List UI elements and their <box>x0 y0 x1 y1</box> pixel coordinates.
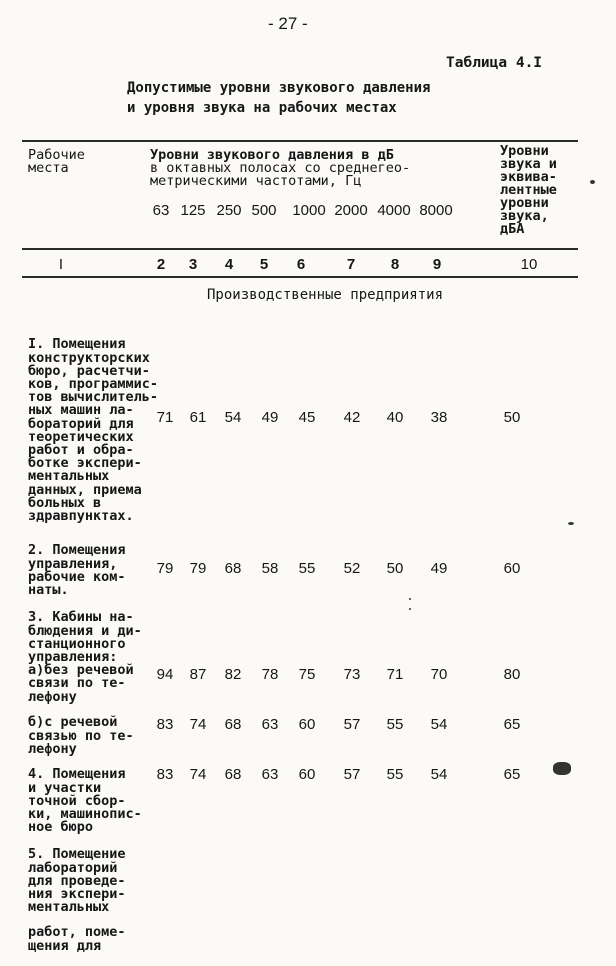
row-2-label-line: управления, <box>28 555 118 572</box>
row-3b-2000: 57 <box>343 716 361 733</box>
row-4-250: 68 <box>224 766 242 783</box>
row-1-250: 54 <box>224 409 242 426</box>
row-3a-label-line: управления: <box>28 649 118 666</box>
row-1-label-line: I. Помещения <box>28 336 126 353</box>
row-5-label-line: ния экспери- <box>28 886 126 903</box>
freq-250: 250 <box>216 202 242 219</box>
col-number-2: 2 <box>156 256 166 273</box>
row-4-2000: 57 <box>343 766 361 783</box>
row-4-8000: 54 <box>430 766 448 783</box>
row-1-label-line: конструкторских <box>28 349 150 366</box>
row-3b-250: 68 <box>224 716 242 733</box>
row-3a-label-line: связи по те- <box>28 675 126 692</box>
row-1-label-line: ботке экспери- <box>28 455 142 472</box>
row-1-label-line: ков, программис- <box>28 376 159 393</box>
row-1-label-line: здравпунктах. <box>28 508 134 525</box>
row-1-label-line: бораторий для <box>28 415 134 432</box>
page-number: - 27 - <box>268 14 308 33</box>
row-1-4000: 40 <box>386 409 404 426</box>
row-1-label-line: больных в <box>28 494 102 511</box>
row-2-8000: 49 <box>430 560 448 577</box>
row-2-2000: 52 <box>343 560 361 577</box>
row-1-label-line: теоретических <box>28 428 134 445</box>
row-5-label-line: лабораторий <box>28 859 118 876</box>
row-4-label-line: точной сбор- <box>28 792 126 809</box>
header-sound-level-2: звука и <box>500 156 557 172</box>
scan-speck <box>409 598 411 600</box>
row-1-label-line: бюро, расчетчи- <box>28 362 150 379</box>
row-2-63: 79 <box>156 560 174 577</box>
row-4-4000: 55 <box>386 766 404 783</box>
header-sound-level-4: лентные <box>500 182 557 198</box>
freq-1000: 1000 <box>292 202 326 219</box>
row-3b-label-line: связью по те- <box>28 727 134 744</box>
row-3b-4000: 55 <box>386 716 404 733</box>
row-3b-63: 83 <box>156 716 174 733</box>
header-sound-level-5: уровни <box>500 195 549 211</box>
freq-2000: 2000 <box>334 202 368 219</box>
row-3a-label-line: блюдения и ди- <box>28 622 142 639</box>
row-3a-500: 78 <box>261 666 279 683</box>
row-1-label-line: данных, приема <box>28 481 142 498</box>
table-label: Таблица 4.I <box>446 55 543 71</box>
row-1-label-line: работ и обра- <box>28 442 134 459</box>
row-3b-label-line: б)с речевой <box>28 714 118 731</box>
row-3a-4000: 71 <box>386 666 404 683</box>
col-number-1: I <box>58 256 64 273</box>
row-3b-500: 63 <box>261 716 279 733</box>
row-1-label <box>28 312 158 536</box>
freq-4000: 4000 <box>377 202 411 219</box>
row-4-63: 83 <box>156 766 174 783</box>
scan-speck <box>590 180 595 184</box>
row-1-1000: 45 <box>298 409 316 426</box>
col-number-8: 8 <box>390 256 400 273</box>
row-1-125: 61 <box>189 409 207 426</box>
row-3a-label-line: 3. Кабины на- <box>28 609 134 626</box>
header-workplaces-1: Рабочие <box>28 147 85 163</box>
freq-63: 63 <box>152 202 170 219</box>
col-number-5: 5 <box>259 256 269 273</box>
header-octave-1: Уровни звукового давления в дБ <box>150 147 394 163</box>
row-3a-label-line: а)без речевой <box>28 662 134 679</box>
freq-500: 500 <box>251 202 277 219</box>
col-number-10: 10 <box>520 256 538 273</box>
row-5-label-line: ментальных <box>28 899 110 916</box>
row-3b-125: 74 <box>189 716 207 733</box>
numbering-bottom-rule <box>22 276 578 278</box>
header-sound-level-1: Уровни <box>500 143 549 159</box>
row-2-label-line: рабочие ком- <box>28 568 126 585</box>
header-bottom-rule <box>22 248 578 250</box>
row-2-label-line: наты. <box>28 582 69 599</box>
row-3a-2000: 73 <box>343 666 361 683</box>
row-4-label-line: ки, машинопис- <box>28 806 142 823</box>
freq-8000: 8000 <box>419 202 453 219</box>
row-4-label-line: и участки <box>28 779 102 796</box>
row-3a-dba: 80 <box>503 666 521 683</box>
row-5-label-line: 5. Помещение <box>28 846 126 863</box>
row-5-label-line: для проведе- <box>28 872 126 889</box>
row-6-label-line: щения для <box>28 937 102 954</box>
caption-line-1: Допустимые уровни звукового давления <box>127 80 431 96</box>
col-number-7: 7 <box>346 256 356 273</box>
row-1-label-line: ных машин ла- <box>28 402 134 419</box>
col-number-3: 3 <box>188 256 198 273</box>
row-1-2000: 42 <box>343 409 361 426</box>
row-3a-1000: 75 <box>298 666 316 683</box>
col-number-6: 6 <box>296 256 306 273</box>
row-2-4000: 50 <box>386 560 404 577</box>
row-1-label-line: ментальных <box>28 468 110 485</box>
scan-speck <box>568 522 574 525</box>
row-3a-63: 94 <box>156 666 174 683</box>
row-4-label-line: ное бюро <box>28 819 94 836</box>
caption-line-2: и уровня звука на рабочих местах <box>127 100 397 116</box>
row-4-125: 74 <box>189 766 207 783</box>
header-workplaces-2: места <box>28 160 69 176</box>
header-sound-level-7: дБА <box>500 221 525 237</box>
header-sound-level <box>500 145 557 236</box>
col-number-4: 4 <box>224 256 234 273</box>
row-1-63: 71 <box>156 409 174 426</box>
row-1-label-line: тов вычислитель- <box>28 389 159 406</box>
header-sound-level-3: эквива- <box>500 169 557 185</box>
row-1-8000: 38 <box>430 409 448 426</box>
row-2-dba: 60 <box>503 560 521 577</box>
header-octave-2: в октавных полосах со среднегео- <box>150 160 411 176</box>
row-1-dba: 50 <box>503 409 521 426</box>
row-2-250: 68 <box>224 560 242 577</box>
row-2-500: 58 <box>261 560 279 577</box>
row-6-label <box>28 900 126 966</box>
header-sound-level-6: звука, <box>500 208 549 224</box>
row-3b-1000: 60 <box>298 716 316 733</box>
freq-125: 125 <box>180 202 206 219</box>
row-3a-125: 87 <box>189 666 207 683</box>
scan-speck <box>409 608 411 610</box>
row-3a-label-line: лефону <box>28 688 77 705</box>
row-3a-8000: 70 <box>430 666 448 683</box>
section-title: Производственные предприятия <box>207 287 444 303</box>
col-number-9: 9 <box>432 256 442 273</box>
row-4-500: 63 <box>261 766 279 783</box>
row-4-label-line: 4. Помещения <box>28 766 126 783</box>
table-top-rule <box>22 140 578 142</box>
row-2-125: 79 <box>189 560 207 577</box>
row-3a-250: 82 <box>224 666 242 683</box>
row-4-1000: 60 <box>298 766 316 783</box>
ink-blot <box>553 762 571 775</box>
header-octave-3: метрическими частотами, Гц <box>150 173 362 189</box>
row-3b-8000: 54 <box>430 716 448 733</box>
row-1-500: 49 <box>261 409 279 426</box>
row-3a-label-line: станционного <box>28 635 126 652</box>
row-3b-dba: 65 <box>503 716 521 733</box>
row-4-dba: 65 <box>503 766 521 783</box>
row-6-label-line: работ, поме- <box>28 924 126 941</box>
row-2-1000: 55 <box>298 560 316 577</box>
row-2-label-line: 2. Помещения <box>28 542 126 559</box>
row-3b-label-line: лефону <box>28 740 77 757</box>
